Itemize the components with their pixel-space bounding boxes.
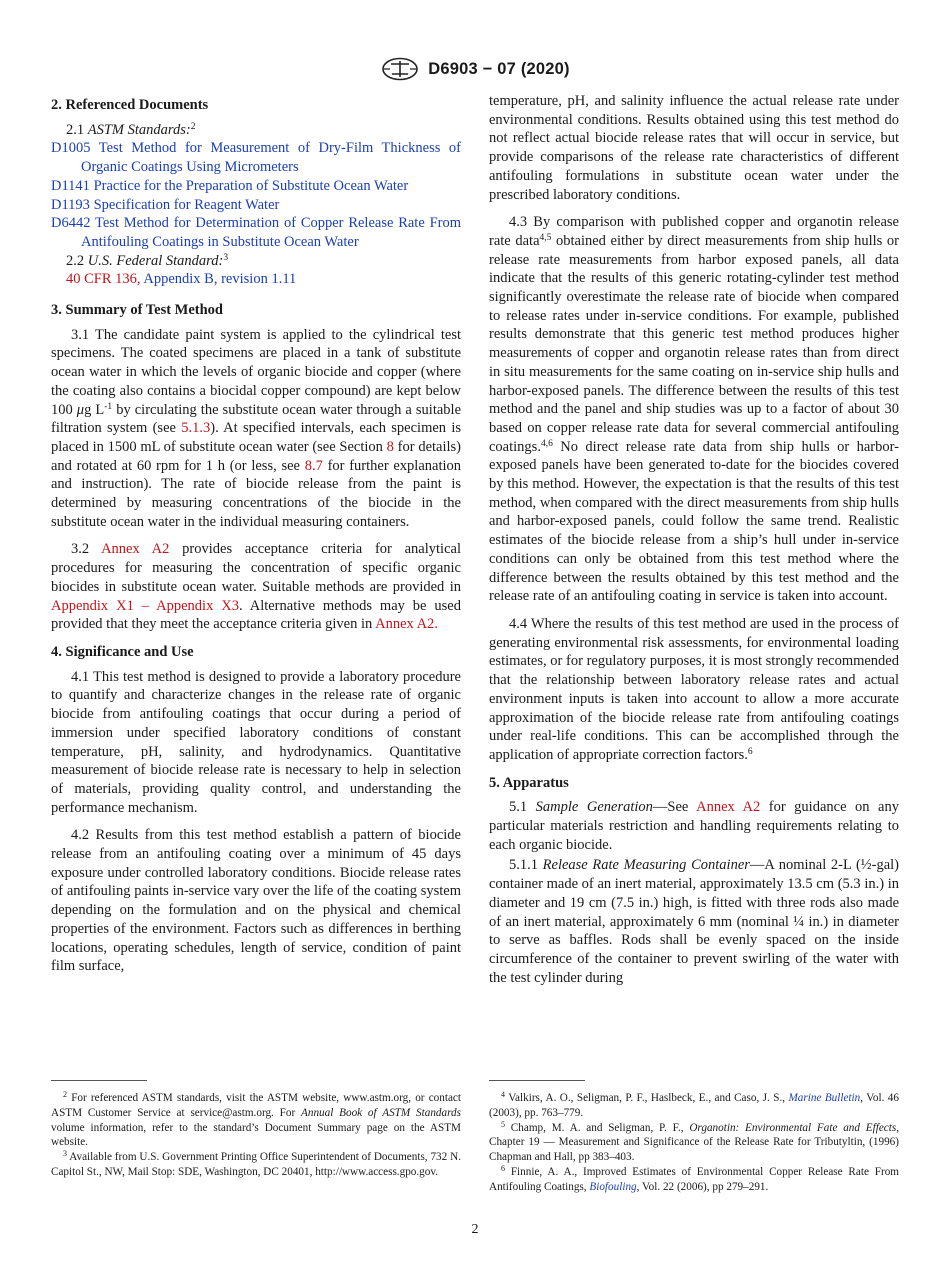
section-3-heading: 3. Summary of Test Method xyxy=(51,302,223,319)
journal-link[interactable]: Biofouling xyxy=(589,1180,637,1193)
paragraph-5-1-1: 5.1.1 Release Rate Measuring Container—A nominal 2-L (½-gal) container made of an inert material, approximately 13.5 cm (5.3 in.) in diameter and 19 cm (7.5 in.) high, is fitted with three rods also made of an inert material, approximately 6 mm (nominal ¼ in.) in diameter to serve as baffles. Rods shall be evenly spaced on the inside circumference of the container to prevent swirling of the water with the test cylinder during xyxy=(489,857,900,986)
appendix-link[interactable]: Appendix X1 – Appendix X3 xyxy=(51,597,239,614)
section-link[interactable]: 5.1.3 xyxy=(181,420,211,437)
subsection-number: 2.2 xyxy=(66,252,85,269)
section-2-heading: 2. Referenced Documents xyxy=(51,97,209,113)
reference-item xyxy=(51,214,461,251)
left-column xyxy=(51,92,461,985)
astm-logo-icon xyxy=(380,57,420,81)
footnote: $^6$ Finnie, A. A., Improved Estimates of Environmental Copper Release Rate From Antifouling Coatings, Biofouling, Vol. 22 (2006), pp 279–291. xyxy=(489,1163,900,1193)
subsection-label: U.S. Federal Standard: xyxy=(87,252,224,269)
footnote-ref[interactable]: 4,6 xyxy=(540,438,553,449)
subsection-label: ASTM Standards: xyxy=(87,121,191,138)
section-link[interactable]: 8 xyxy=(386,438,394,455)
section-4-heading: 4. Significance and Use xyxy=(51,643,194,660)
subsection-2-1 xyxy=(66,121,461,140)
footnote: $^3$ Available from U.S. Government Printing Office Superintendent of Documents, 732 N. Capitol St., NW, Mail Stop: SDE, Washington, DC 20401, http://www.access.gpo.gov. xyxy=(51,1149,461,1178)
footnote: $^2$ For referenced ASTM standards, visit the ASTM website, www.astm.org, or contact ASTM Customer Service at service@astm.org. For Annual Book of ASTM Standards volume information, refer to the standard’s Document Summary page on the ASTM website. xyxy=(51,1090,461,1149)
reference-title[interactable]: Practice for the Preparation of Substitute Ocean Water xyxy=(93,177,409,194)
annex-link[interactable]: Annex A2 xyxy=(101,541,170,558)
footnotes-left xyxy=(51,1080,461,1180)
journal-link[interactable]: Marine Bulletin xyxy=(788,1092,861,1104)
footnote-ref[interactable]: 2 xyxy=(190,121,196,132)
footnote-divider xyxy=(489,1080,585,1081)
reference-link[interactable]: D1193 xyxy=(51,196,90,213)
annex-link[interactable]: Annex A2 xyxy=(375,616,435,633)
cfr-reference xyxy=(66,270,461,289)
reference-link[interactable]: D1141 xyxy=(51,177,90,194)
footnote-divider xyxy=(51,1080,147,1081)
paragraph-3-1: 3.1 The candidate paint system is applied to the cylindrical test specimens. The coated specimens are placed in a tank of substitute ocean water in which the levels of organic biocide and copper (where the coating also contains a biocidal copper compound) are kept below 100 μg $L^{-1}$ by circulating the substitute ocean water through a suitable filtration system (see 5.1.3). At specified intervals, each specimen is placed in 1500 mL of substitute ocean water (see Section 8 for details) and rotated at 60 rpm for 1 h (or less, see 8.7 for further explanation and instruction). The rate of biocide release from the paint is determined by measuring concentrations of the biocide in the substitute ocean water in the individual measuring containers. xyxy=(51,326,462,530)
paragraph-5-1: 5.1 Sample Generation—See Annex A2 for guidance on any particular materials restriction and handling requirements relating to each organic biocide. xyxy=(489,799,899,853)
footnote: $^5$ Champ, M. A. and Seligman, P. F., Organotin: Environmental Fate and Effects, Chapter 19 — Measurement and Significance of the Release Rate for Tributyltin, (1996) Chapman and Hall, pp 383–403. xyxy=(489,1119,900,1164)
footnotes-right xyxy=(489,1080,899,1195)
reference-title[interactable]: Test Method for Measurement of Dry-Film Thickness of Organic Coatings Using Micrometers xyxy=(81,140,461,176)
cfr-link[interactable]: 40 CFR 136, xyxy=(66,271,141,288)
footnote: $^4$ Valkirs, A. O., Seligman, P. F., Haslbeck, E., and Caso, J. S., Marine Bulletin, Vol. 46 (2003), pp. 763–779. xyxy=(489,1090,899,1119)
reference-item xyxy=(51,177,461,196)
paragraph-4-3: 4.3 By comparison with published copper and organotin release rate data$^{4,5}$ obtained either by direct measurements from ship hulls or release rate measurements from harbor exposed panels, all data indicate that the results of this generic rotating-cylinder test method significantly overestimate the release rate of biocide when compared to release rates under in-service conditions. For example, published results demonstrate that this generic test method produces higher measurements of copper and organotin release rates than from direct in situ measurements for the same coating on in-service ship hulls and harbor-exposed panels. The difference between the results of this test method and the panel and ship studies was up to a factor of about 30 based on copper release rate data for several commercial antifouling coatings.$^{4,6}$ No direct release rate data from ship hulls or harbor-exposed panels have been generated to-date for the biocides covered by this method. However, the expectation is that the results of this test method, when compared with the direct measurements from ship hulls and harbor-exposed panels, could follow the same trend. Realistic estimates of the biocide release from a ship’s hull under in-service conditions can only be obtained from this test method where the difference between the results obtained by this test method and the release rate of an antifouling coating in service is taken into account. xyxy=(489,214,900,605)
paragraph-4-4: 4.4 Where the results of this test method are used in the process of generating environmental risk assessments, for environmental loading estimates, or for regulatory purposes, it is most strongly recommended that the relationship between laboratory release rates and actual environment inputs is taken into account to allow a more accurate approximation of the biocide release rate from antifouling coatings under real-life conditions. This can be accomplished through the application of appropriate correction factors.$^6$ xyxy=(489,615,899,763)
paragraph-4-1: 4.1 This test method is designed to provide a laboratory procedure to quantify and characterize changes in the release rate of organic biocide from antifouling coatings that occur during a period of immersion under specified laboratory conditions of constant temperature, pH, salinity, and hydrodynamics. Quantitative measurement of biocide release rate is necessary to help in selection of materials, providing quality control, and understanding the performance mechanism. xyxy=(51,668,461,816)
annex-link[interactable]: Annex A2 xyxy=(696,799,761,816)
footnote-ref[interactable]: 4,5 xyxy=(539,232,552,243)
section-link[interactable]: 8.7 xyxy=(304,457,323,474)
subsection-number: 2.1 xyxy=(66,121,85,138)
paragraph-4-2: 4.2 Results from this test method establish a pattern of biocide release from an antifouling coating over a minimum of 45 days exposure under controlled laboratory conditions. Biocide release rates of antifouling paints in-service vary over the life of the coating system depending on the formulation and on the physical and chemical properties of the environment. Factors such as differences in berthing locations, operating schedules, length of service, condition of paint film surface, xyxy=(51,827,461,975)
footnote-ref[interactable]: 3 xyxy=(223,252,229,263)
reference-link[interactable]: D6442 xyxy=(51,215,91,232)
reference-title[interactable]: Test Method for Determination of Copper Release Rate From Antifouling Coatings in Substitute Ocean Water xyxy=(81,215,461,250)
page-number: 2 xyxy=(471,1222,479,1237)
paragraph-4-2-continued: temperature, pH, and salinity influence the actual release rate under environmental conditions. Results obtained using this test method do not reflect actual biocide release rates that will occur in service, but provide comparisons of the release rate characteristics of different antifouling formulations in substitute ocean water under the prescribed laboratory conditions. xyxy=(489,93,899,203)
footnote-ref[interactable]: 6 xyxy=(747,746,753,757)
page-header xyxy=(0,54,950,84)
subsection-2-2 xyxy=(66,252,461,271)
right-column xyxy=(489,92,899,996)
reference-title[interactable]: Specification for Reagent Water xyxy=(93,196,280,213)
section-5-heading: 5. Apparatus xyxy=(489,774,569,791)
appendix-link[interactable]: Appendix B, revision 1.11 xyxy=(143,271,297,288)
paragraph-3-2: 3.2 Annex A2 provides acceptance criteria for analytical procedures for measuring the concentration of specific organic biocides in substitute ocean water. Suitable methods are provided in Appendix X1 – Appendix X3. Alternative methods may be used provided that they meet the acceptance criteria given in Annex A2. xyxy=(51,541,461,633)
reference-link[interactable]: D1005 xyxy=(51,140,91,157)
reference-item xyxy=(51,139,461,176)
document-id: D6903 − 07 (2020) xyxy=(428,59,570,78)
reference-item xyxy=(51,196,461,215)
